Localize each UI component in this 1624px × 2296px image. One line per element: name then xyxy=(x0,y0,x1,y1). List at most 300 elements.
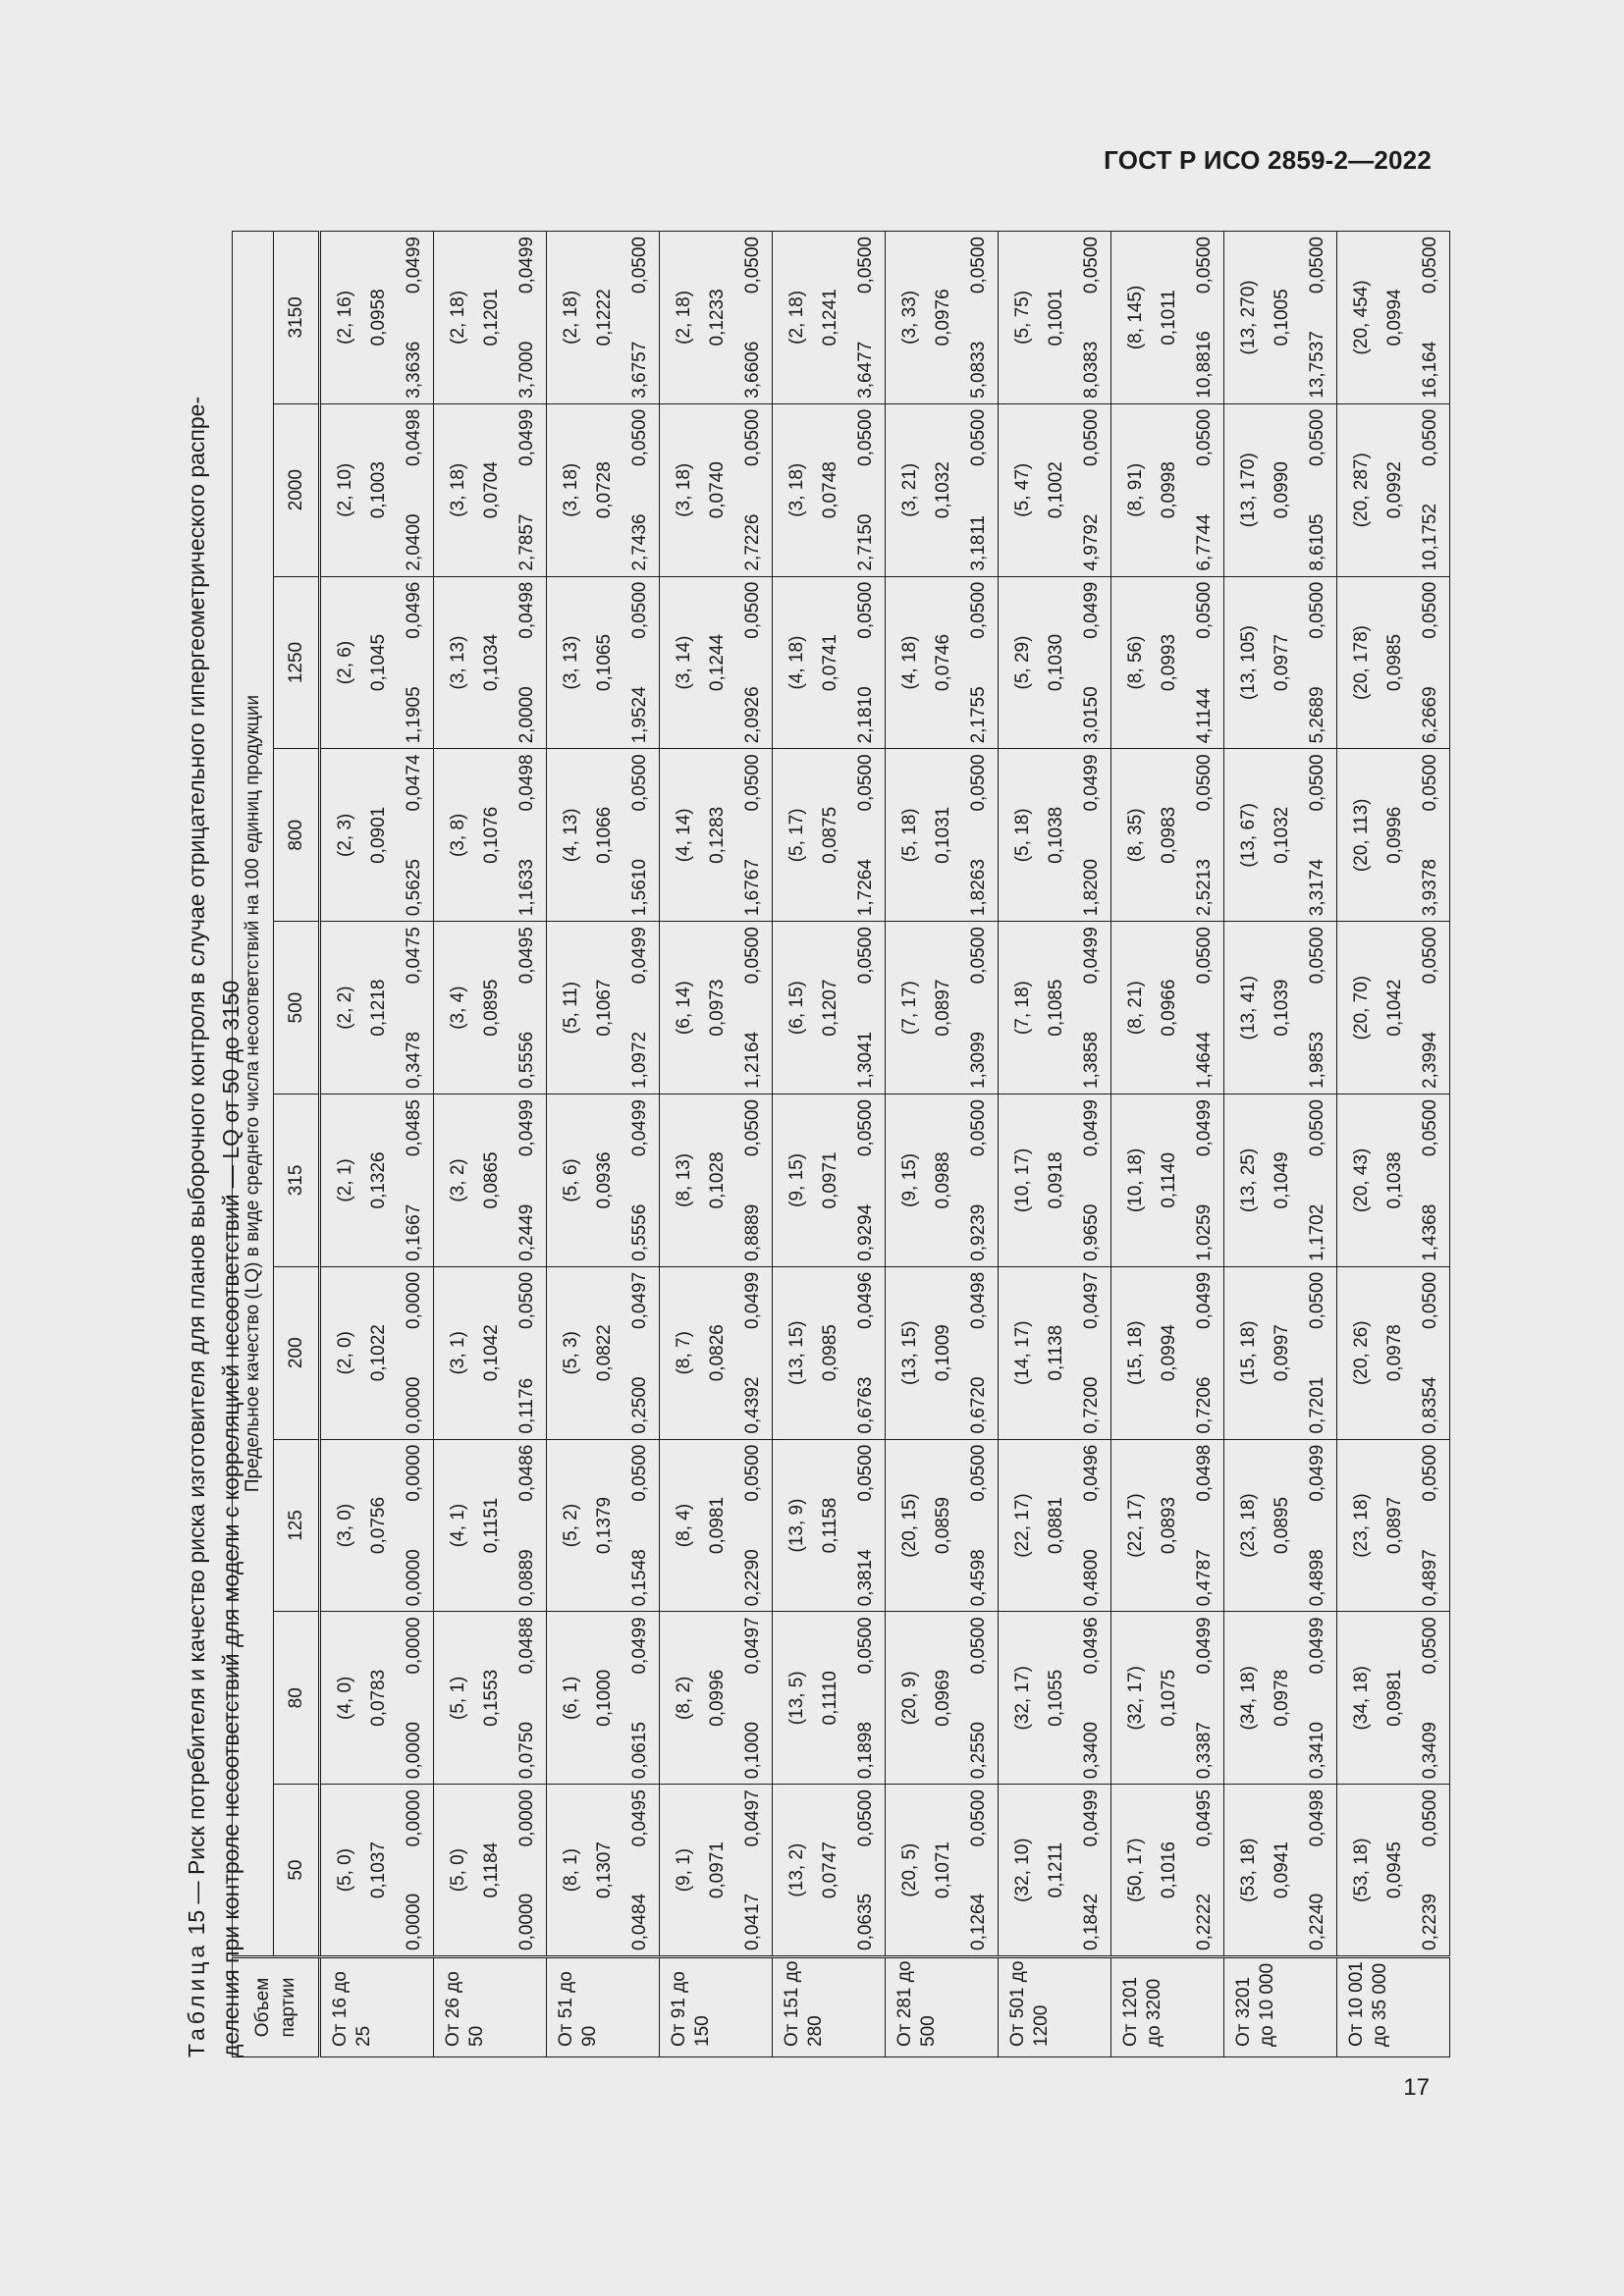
producer-risk-quality: 1,0259 xyxy=(1194,1203,1215,1261)
consumer-risk: 0,0897 xyxy=(933,979,953,1037)
sampling-plan: (8, 145) xyxy=(1125,285,1146,350)
lq-value-header: 500 xyxy=(274,922,320,1095)
plan-cell xyxy=(320,749,434,922)
table-row xyxy=(886,231,999,2056)
consumer-risk: 0,1034 xyxy=(481,633,502,692)
table-row xyxy=(999,231,1111,2056)
sampling-plan: (23, 18) xyxy=(1351,1493,1372,1558)
producer-risk-pair xyxy=(961,404,994,576)
producer-risk-quality: 4,9792 xyxy=(1081,513,1102,571)
producer-risk-pair xyxy=(961,1095,994,1266)
producer-risk-pair xyxy=(848,577,881,749)
sampling-plan: (5, 2) xyxy=(561,1503,581,1548)
producer-risk: 0,0500 xyxy=(1420,236,1440,294)
producer-risk: 0,0499 xyxy=(1194,1099,1215,1157)
plan-cell xyxy=(547,1095,660,1267)
sampling-plan: (5, 3) xyxy=(561,1331,581,1375)
consumer-risk: 0,1553 xyxy=(481,1669,502,1727)
consumer-risk: 0,1055 xyxy=(1046,1669,1066,1727)
plan-cell xyxy=(886,1266,999,1439)
producer-risk: 0,0000 xyxy=(404,1617,424,1675)
producer-risk: 0,0500 xyxy=(855,236,876,294)
producer-risk: 0,0500 xyxy=(629,408,650,466)
consumer-risk: 0,1031 xyxy=(933,806,953,864)
producer-risk: 0,0498 xyxy=(516,581,537,639)
producer-risk-quality: 2,7226 xyxy=(742,513,763,571)
producer-risk-quality: 0,2240 xyxy=(1307,1893,1327,1950)
producer-risk-pair xyxy=(1074,577,1107,749)
producer-risk-pair xyxy=(961,749,994,921)
producer-risk-pair xyxy=(510,232,542,403)
consumer-risk: 0,0976 xyxy=(933,289,953,347)
producer-risk-pair xyxy=(1413,1785,1445,1955)
consumer-risk: 0,1207 xyxy=(820,979,840,1037)
sampling-plan: (3, 21) xyxy=(899,462,920,517)
consumer-risk: 0,1067 xyxy=(594,979,615,1037)
producer-risk: 0,0495 xyxy=(516,927,537,985)
consumer-risk: 0,1011 xyxy=(1159,290,1179,346)
consumer-risk: 0,1005 xyxy=(1272,289,1292,347)
sampling-plan: (20, 287) xyxy=(1351,453,1372,528)
producer-risk-quality: 10,1752 xyxy=(1420,503,1440,571)
producer-risk: 0,0499 xyxy=(516,1099,537,1157)
consumer-risk: 0,1283 xyxy=(707,806,728,864)
plan-cell xyxy=(886,922,999,1095)
producer-risk-quality: 0,2449 xyxy=(516,1203,537,1261)
producer-risk: 0,0497 xyxy=(629,1271,650,1329)
sampling-plan: (13, 5) xyxy=(786,1671,807,1726)
plan-cell xyxy=(320,1785,434,1957)
sampling-plan: (4, 14) xyxy=(674,808,694,863)
consumer-risk: 0,1138 xyxy=(1046,1324,1066,1381)
table-row xyxy=(1224,231,1337,2056)
producer-risk-quality: 1,1905 xyxy=(404,686,424,744)
consumer-risk: 0,1038 xyxy=(1384,1151,1405,1209)
sampling-plan: (13, 67) xyxy=(1238,803,1259,868)
sampling-plan: (34, 18) xyxy=(1351,1666,1372,1731)
producer-risk-pair xyxy=(735,1612,768,1784)
plan-cell xyxy=(1337,922,1450,1095)
producer-risk: 0,0500 xyxy=(629,236,650,294)
plan-cell xyxy=(773,1785,886,1957)
consumer-risk: 0,0748 xyxy=(820,461,840,519)
producer-risk: 0,0495 xyxy=(629,1789,650,1847)
plan-cell xyxy=(320,403,434,576)
sampling-plan: (13, 25) xyxy=(1238,1148,1259,1213)
plan-cell xyxy=(1337,749,1450,922)
producer-risk-pair xyxy=(1187,749,1219,921)
table-body xyxy=(320,231,1450,2056)
producer-risk-quality: 0,0484 xyxy=(629,1893,650,1950)
consumer-risk: 0,1003 xyxy=(368,461,389,519)
producer-risk-pair xyxy=(510,404,542,576)
producer-risk-pair xyxy=(848,1267,881,1439)
consumer-risk: 0,0945 xyxy=(1384,1842,1405,1899)
plan-cell xyxy=(1337,231,1450,403)
producer-risk-pair xyxy=(735,232,768,403)
plan-cell xyxy=(1111,1612,1224,1785)
consumer-risk: 0,0893 xyxy=(1159,1496,1179,1555)
consumer-risk: 0,0977 xyxy=(1272,633,1292,692)
producer-risk-pair xyxy=(735,749,768,921)
producer-risk: 0,0500 xyxy=(1194,236,1215,294)
producer-risk-pair xyxy=(510,1095,542,1266)
producer-risk-pair xyxy=(961,922,994,1094)
producer-risk-pair xyxy=(1074,1612,1107,1784)
plan-cell xyxy=(1224,1439,1337,1612)
plan-cell xyxy=(773,403,886,576)
table-row xyxy=(773,231,886,2056)
plan-cell xyxy=(1224,1095,1337,1267)
producer-risk-pair xyxy=(397,232,429,403)
producer-risk-quality: 2,3994 xyxy=(1420,1031,1440,1090)
producer-risk-quality: 0,0000 xyxy=(404,1722,424,1780)
sampling-plan: (3, 4) xyxy=(448,986,468,1030)
producer-risk: 0,0500 xyxy=(1420,1271,1440,1329)
producer-risk: 0,0500 xyxy=(742,754,763,812)
consumer-risk: 0,1000 xyxy=(594,1669,615,1727)
consumer-risk: 0,1222 xyxy=(594,289,615,347)
producer-risk-quality: 0,3387 xyxy=(1194,1722,1215,1780)
sampling-plan: (23, 18) xyxy=(1238,1493,1259,1558)
producer-risk-quality: 1,0972 xyxy=(629,1031,650,1090)
consumer-risk: 0,0756 xyxy=(368,1496,389,1555)
sampling-plan: (9, 15) xyxy=(786,1152,807,1207)
producer-risk: 0,0499 xyxy=(1307,1444,1327,1502)
consumer-risk: 0,1184 xyxy=(481,1842,502,1898)
consumer-risk: 0,0941 xyxy=(1272,1842,1292,1899)
producer-risk: 0,0500 xyxy=(1420,1099,1440,1157)
producer-risk-quality: 1,8200 xyxy=(1081,859,1102,917)
plan-cell xyxy=(886,403,999,576)
producer-risk: 0,0499 xyxy=(1194,1271,1215,1329)
consumer-risk: 0,1016 xyxy=(1159,1842,1179,1899)
consumer-risk: 0,1022 xyxy=(368,1324,389,1382)
sampling-plan: (7, 18) xyxy=(1012,981,1033,1036)
sampling-plan: (32, 17) xyxy=(1012,1666,1033,1731)
consumer-risk: 0,0936 xyxy=(594,1151,615,1209)
producer-risk-pair xyxy=(1187,1095,1219,1266)
producer-risk-pair xyxy=(510,1785,542,1955)
producer-risk: 0,0497 xyxy=(742,1617,763,1675)
producer-risk-pair xyxy=(510,1440,542,1612)
plan-cell xyxy=(773,231,886,403)
producer-risk-pair xyxy=(735,1440,768,1612)
consumer-risk: 0,1071 xyxy=(933,1842,953,1899)
sampling-plan: (13, 15) xyxy=(786,1320,807,1385)
plan-cell xyxy=(1337,1266,1450,1439)
sampling-plan: (53, 18) xyxy=(1238,1838,1259,1902)
producer-risk: 0,0500 xyxy=(1307,408,1327,466)
plan-cell xyxy=(547,749,660,922)
producer-risk: 0,0488 xyxy=(516,1617,537,1675)
sampling-plan: (15, 18) xyxy=(1238,1320,1259,1385)
table-row xyxy=(547,231,660,2056)
producer-risk: 0,0497 xyxy=(1081,1271,1102,1329)
producer-risk-pair xyxy=(961,1612,994,1784)
producer-risk: 0,0500 xyxy=(968,1444,989,1502)
sampling-plan: (53, 18) xyxy=(1351,1838,1372,1902)
producer-risk-quality: 0,0750 xyxy=(516,1722,537,1780)
consumer-risk: 0,1085 xyxy=(1046,979,1066,1037)
producer-risk-quality: 0,7206 xyxy=(1194,1376,1215,1434)
plan-cell xyxy=(1111,749,1224,922)
producer-risk-quality: 3,6606 xyxy=(742,341,763,399)
producer-risk-quality: 0,7201 xyxy=(1307,1376,1327,1434)
producer-risk-quality: 2,7150 xyxy=(855,513,876,571)
plan-cell xyxy=(773,922,886,1095)
producer-risk-pair xyxy=(1074,1785,1107,1955)
producer-risk-quality: 0,1667 xyxy=(404,1203,424,1261)
consumer-risk: 0,0740 xyxy=(707,461,728,519)
producer-risk-quality: 1,1702 xyxy=(1307,1203,1327,1261)
sampling-plan: (7, 17) xyxy=(899,981,920,1036)
lq-value-header: 125 xyxy=(274,1439,320,1612)
producer-risk-pair xyxy=(1074,1095,1107,1266)
producer-risk-quality: 0,0635 xyxy=(855,1893,876,1950)
caption-lead: Таблица xyxy=(184,1941,209,2057)
sampling-plan: (5, 17) xyxy=(786,808,807,863)
producer-risk-pair xyxy=(1413,749,1445,921)
lot-size-label: От 26 до 50 xyxy=(434,1957,547,2057)
producer-risk-pair xyxy=(1187,232,1219,403)
sampling-plan: (2, 2) xyxy=(335,986,355,1030)
consumer-risk: 0,0971 xyxy=(820,1151,840,1209)
producer-risk: 0,0500 xyxy=(1194,754,1215,812)
producer-risk-pair xyxy=(397,922,429,1094)
producer-risk-pair xyxy=(397,1267,429,1439)
consumer-risk: 0,1028 xyxy=(707,1151,728,1209)
producer-risk-quality: 1,3858 xyxy=(1081,1031,1102,1090)
producer-risk: 0,0499 xyxy=(1307,1617,1327,1675)
sampling-plan: (2, 16) xyxy=(335,290,355,345)
plan-cell xyxy=(999,1612,1111,1785)
consumer-risk: 0,0747 xyxy=(820,1842,840,1899)
plan-cell xyxy=(547,1612,660,1785)
caption-text: 15 — Риск потребителя и качество риска изготовителя для планов выборочного контроля в случае отрицательного гипергеометрического распре- xyxy=(184,396,209,1942)
producer-risk: 0,0500 xyxy=(968,1617,989,1675)
producer-risk-pair xyxy=(1413,404,1445,576)
plan-cell xyxy=(886,1095,999,1267)
consumer-risk: 0,1009 xyxy=(933,1324,953,1382)
plan-cell xyxy=(999,1266,1111,1439)
sampling-plan: (6, 15) xyxy=(786,981,807,1036)
sampling-plan: (15, 18) xyxy=(1125,1320,1146,1385)
plan-cell xyxy=(773,749,886,922)
producer-risk-quality: 0,0000 xyxy=(404,1549,424,1607)
plan-cell xyxy=(660,576,773,749)
consumer-risk: 0,0983 xyxy=(1159,806,1179,864)
consumer-risk: 0,0997 xyxy=(1272,1324,1292,1382)
plan-cell xyxy=(773,576,886,749)
consumer-risk: 0,0881 xyxy=(1046,1496,1066,1555)
sampling-plan: (4, 0) xyxy=(335,1676,355,1720)
producer-risk-pair xyxy=(1187,922,1219,1094)
producer-risk-pair xyxy=(510,577,542,749)
consumer-risk: 0,1045 xyxy=(368,633,389,692)
plan-cell xyxy=(547,231,660,403)
lot-size-label: От 16 до 25 xyxy=(320,1957,434,2057)
producer-risk: 0,0499 xyxy=(742,1271,763,1329)
producer-risk-quality: 3,7000 xyxy=(516,341,537,399)
producer-risk: 0,0500 xyxy=(1420,581,1440,639)
sampling-plan: (13, 9) xyxy=(786,1498,807,1553)
producer-risk-pair xyxy=(848,404,881,576)
producer-risk-quality: 0,9650 xyxy=(1081,1203,1102,1261)
consumer-risk: 0,1307 xyxy=(594,1842,615,1899)
producer-risk: 0,0500 xyxy=(629,581,650,639)
plan-cell xyxy=(547,576,660,749)
table-row xyxy=(1337,231,1450,2056)
sampling-plan: (50, 17) xyxy=(1125,1838,1146,1902)
producer-risk-pair xyxy=(961,1267,994,1439)
producer-risk: 0,0498 xyxy=(1307,1789,1327,1847)
lq-value-header: 315 xyxy=(274,1095,320,1267)
producer-risk: 0,0500 xyxy=(1081,236,1102,294)
producer-risk: 0,0500 xyxy=(1307,1099,1327,1157)
producer-risk-pair xyxy=(1413,1267,1445,1439)
plan-cell xyxy=(999,1095,1111,1267)
producer-risk-pair xyxy=(735,404,768,576)
sampling-plan: (6, 1) xyxy=(561,1676,581,1720)
sampling-plan: (4, 18) xyxy=(786,635,807,690)
producer-risk: 0,0475 xyxy=(404,927,424,985)
producer-risk-pair xyxy=(735,1095,768,1266)
producer-risk-pair xyxy=(848,1612,881,1784)
consumer-risk: 0,0985 xyxy=(1384,633,1405,692)
plan-cell xyxy=(1337,1785,1450,1957)
producer-risk-quality: 8,6105 xyxy=(1307,513,1327,571)
producer-risk: 0,0500 xyxy=(742,927,763,985)
producer-risk-pair xyxy=(848,232,881,403)
plan-cell xyxy=(1111,922,1224,1095)
sampling-plan: (8, 91) xyxy=(1125,462,1146,517)
risk-table xyxy=(232,231,1450,2057)
producer-risk-pair xyxy=(1300,1095,1332,1266)
plan-cell xyxy=(1337,1439,1450,1612)
plan-cell xyxy=(1224,749,1337,922)
producer-risk-quality: 1,4368 xyxy=(1420,1203,1440,1261)
producer-risk: 0,0498 xyxy=(968,1271,989,1329)
producer-risk: 0,0500 xyxy=(742,1099,763,1157)
producer-risk-pair xyxy=(1074,922,1107,1094)
plan-cell xyxy=(434,922,547,1095)
consumer-risk: 0,1158 xyxy=(820,1497,840,1554)
producer-risk-pair xyxy=(1413,1612,1445,1784)
lot-size-label: От 91 до 150 xyxy=(660,1957,773,2057)
producer-risk: 0,0499 xyxy=(629,927,650,985)
producer-risk-quality: 2,5213 xyxy=(1194,859,1215,917)
sampling-plan: (3, 8) xyxy=(448,813,468,857)
producer-risk-quality: 0,8889 xyxy=(742,1203,763,1261)
producer-risk-pair xyxy=(1187,1785,1219,1955)
sampling-plan: (10, 18) xyxy=(1125,1148,1146,1213)
producer-risk: 0,0500 xyxy=(1307,236,1327,294)
consumer-risk: 0,1110 xyxy=(820,1671,840,1726)
producer-risk-quality: 0,4392 xyxy=(742,1376,763,1434)
producer-risk-pair xyxy=(1074,1440,1107,1612)
producer-risk: 0,0500 xyxy=(855,1617,876,1675)
producer-risk-quality: 0,1842 xyxy=(1081,1893,1102,1950)
producer-risk-pair xyxy=(623,1612,655,1784)
producer-risk-pair xyxy=(1187,577,1219,749)
lq-value-header: 2000 xyxy=(274,403,320,576)
producer-risk-pair xyxy=(1413,1440,1445,1612)
plan-cell xyxy=(320,231,434,403)
producer-risk-pair xyxy=(735,1785,768,1955)
producer-risk: 0,0498 xyxy=(516,754,537,812)
sampling-plan: (3, 13) xyxy=(561,635,581,690)
producer-risk-quality: 2,7436 xyxy=(629,513,650,571)
plan-cell xyxy=(1224,1785,1337,1957)
producer-risk-quality: 1,6767 xyxy=(742,859,763,917)
producer-risk: 0,0496 xyxy=(1081,1444,1102,1502)
sampling-plan: (2, 0) xyxy=(335,1331,355,1375)
producer-risk: 0,0496 xyxy=(855,1271,876,1329)
producer-risk-pair xyxy=(848,1440,881,1612)
producer-risk-pair xyxy=(623,1267,655,1439)
plan-cell xyxy=(999,1439,1111,1612)
plan-cell xyxy=(886,1439,999,1612)
sampling-plan: (5, 75) xyxy=(1012,290,1033,345)
plan-cell xyxy=(434,749,547,922)
lq-header: Предельное качество (LQ) в виде среднего числа несоответствий на 100 единиц продукции xyxy=(233,231,274,1956)
plan-cell xyxy=(1111,1095,1224,1267)
plan-cell xyxy=(660,403,773,576)
sampling-plan: (3, 33) xyxy=(899,290,920,345)
sampling-plan: (20, 9) xyxy=(899,1671,920,1726)
producer-risk: 0,0500 xyxy=(968,754,989,812)
producer-risk: 0,0499 xyxy=(1081,754,1102,812)
plan-cell xyxy=(1111,576,1224,749)
producer-risk-pair xyxy=(735,922,768,1094)
producer-risk-quality: 8,0383 xyxy=(1081,341,1102,399)
producer-risk-pair xyxy=(623,232,655,403)
producer-risk-quality: 0,2550 xyxy=(968,1722,989,1780)
producer-risk-pair xyxy=(1300,232,1332,403)
producer-risk-pair xyxy=(1300,1440,1332,1612)
producer-risk-quality: 0,0889 xyxy=(516,1549,537,1607)
producer-risk-quality: 0,2290 xyxy=(742,1549,763,1607)
producer-risk-pair xyxy=(623,577,655,749)
producer-risk-pair xyxy=(623,404,655,576)
plan-cell xyxy=(999,749,1111,922)
plan-cell xyxy=(999,403,1111,576)
producer-risk-quality: 0,6720 xyxy=(968,1376,989,1434)
producer-risk-quality: 3,6477 xyxy=(855,341,876,399)
plan-cell xyxy=(660,1266,773,1439)
consumer-risk: 0,1233 xyxy=(707,289,728,347)
producer-risk-pair xyxy=(397,1095,429,1266)
producer-risk: 0,0000 xyxy=(404,1789,424,1847)
producer-risk-pair xyxy=(1300,577,1332,749)
sampling-plan: (8, 13) xyxy=(674,1152,694,1207)
plan-cell xyxy=(434,403,547,576)
producer-risk: 0,0500 xyxy=(968,1789,989,1847)
producer-risk-quality: 0,5625 xyxy=(404,859,424,917)
sampling-plan: (2, 18) xyxy=(674,290,694,345)
sampling-plan: (3, 18) xyxy=(561,462,581,517)
plan-cell xyxy=(886,1612,999,1785)
consumer-risk: 0,1032 xyxy=(1272,806,1292,864)
consumer-risk: 0,1140 xyxy=(1159,1152,1179,1208)
consumer-risk: 0,0875 xyxy=(820,806,840,864)
producer-risk-quality: 0,9239 xyxy=(968,1203,989,1261)
plan-cell xyxy=(1337,1095,1450,1267)
producer-risk-pair xyxy=(397,577,429,749)
producer-risk: 0,0499 xyxy=(1081,927,1102,985)
producer-risk-quality: 0,0417 xyxy=(742,1893,763,1950)
